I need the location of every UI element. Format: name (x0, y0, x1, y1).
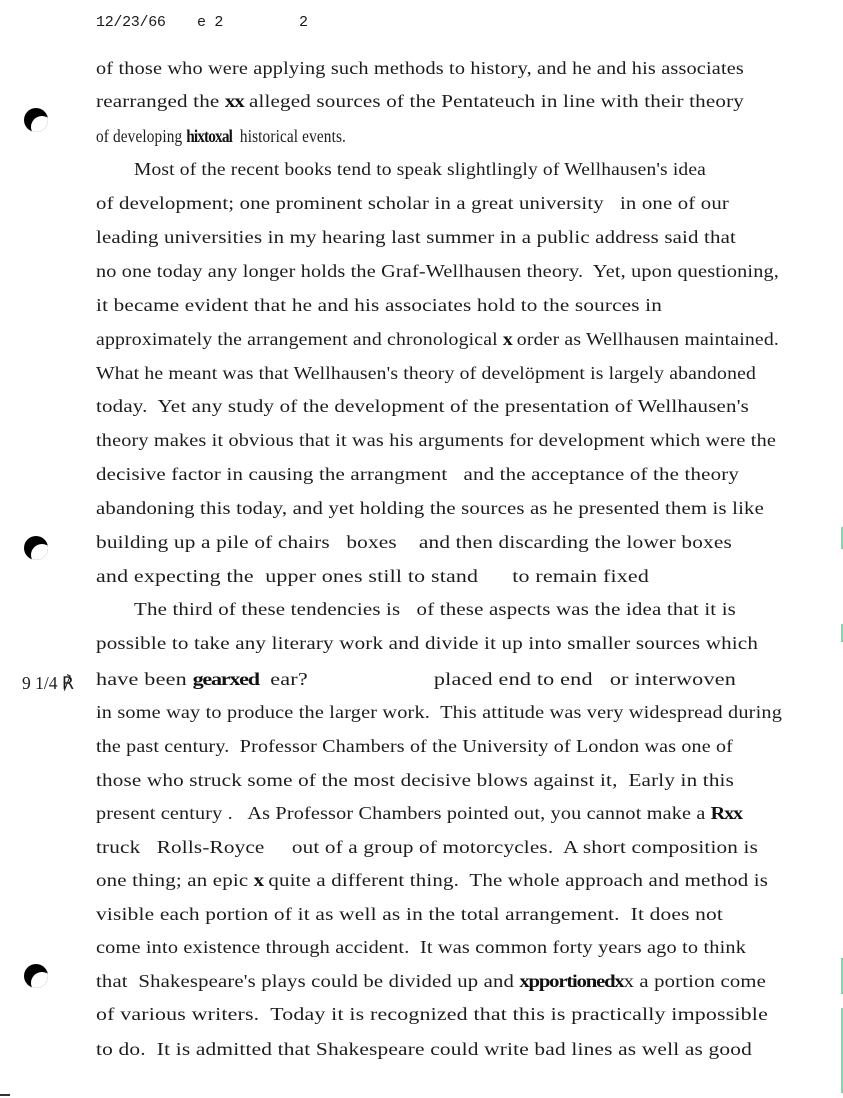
line-text: present century . As Professor Chambers pointed out, you cannot make a (96, 803, 711, 823)
line-text: The third of these tendencies is of these aspects was the idea that it is (134, 599, 737, 619)
text-line (96, 566, 649, 586)
text-line (96, 1039, 752, 1059)
text-line (96, 633, 758, 653)
line-text: in some way to produce the larger work. This attitude was very widespread during (96, 702, 783, 722)
text-line (96, 904, 723, 924)
text-line (96, 396, 749, 416)
struck-out-text: xx (224, 91, 244, 111)
punch-hole-icon (24, 108, 48, 132)
struck-out-text: gearxed (192, 669, 259, 689)
line-text: visible each portion of it as well as in the total arrangement. It does not (96, 904, 724, 924)
line-text: approximately the arrangement and chronological (96, 329, 503, 349)
text-line (96, 91, 744, 111)
struck-out-text: hixtoxal (186, 126, 233, 146)
text-line (96, 295, 662, 315)
line-text: one thing; an epic (96, 870, 254, 890)
text-line (96, 227, 736, 247)
punch-hole-icon (24, 964, 48, 988)
text-line (96, 498, 764, 518)
line-text: historical events. (232, 126, 347, 146)
line-text: order as Wellhausen maintained. (511, 329, 780, 349)
line-text: and expecting the upper ones still to stand to remain fixed (96, 566, 650, 586)
margin-note: 9 1/4 ℟ (22, 673, 74, 693)
line-text: Most of the recent books tend to speak slightlingly of Wellhausen's idea (134, 159, 706, 179)
text-line (96, 532, 732, 552)
line-text: x a portion come (623, 971, 767, 991)
text-line (134, 599, 736, 619)
text-line (96, 430, 776, 450)
header-date: 12/23/66 (96, 14, 166, 31)
line-text: the past century. Professor Chambers of the University of London was one of (96, 736, 734, 756)
line-text: possible to take any literary work and divide it up into smaller sources which (96, 633, 759, 653)
line-text: decisive factor in causing the arrangment and the acceptance of the theory (96, 464, 739, 484)
text-line (96, 803, 742, 823)
line-text: truck Rolls-Royce out of a group of motorcycles. A short composition is (96, 837, 758, 857)
struck-out-text: x (502, 329, 512, 349)
text-line (96, 261, 779, 281)
text-line (96, 1004, 768, 1024)
line-text: no one today any longer holds the Graf-Wellhausen theory. Yet, upon questioning, (96, 261, 780, 281)
line-text: today. Yet any study of the development of the presentation of Wellhausen's (96, 396, 749, 416)
text-line (96, 971, 766, 991)
line-text: rearranged the (96, 91, 225, 111)
line-text: of various writers. Today it is recognized that this is practically impossible (96, 1004, 768, 1024)
text-line (96, 736, 733, 756)
text-line (134, 159, 706, 179)
line-text: it became evident that he and his associates hold to the sources in (96, 295, 662, 315)
text-line (96, 126, 346, 146)
struck-out-text: xpportionedx (519, 971, 624, 991)
line-text: alleged sources of the Pentateuch in line with their theory (243, 91, 744, 111)
line-text: abandoning this today, and yet holding the sources as he presented them is like (96, 498, 765, 518)
text-line (96, 329, 779, 349)
line-text: ear? placed end to end or interwoven (258, 669, 737, 689)
text-line (96, 464, 739, 484)
page-header (96, 14, 308, 99)
line-text: to do. It is admitted that Shakespeare could write bad lines as well as good (96, 1039, 753, 1059)
text-line (96, 837, 758, 857)
punch-hole-icon (24, 536, 48, 560)
line-text: of developing (96, 126, 187, 146)
line-text: come into existence through accident. It was common forty years ago to think (96, 937, 747, 957)
line-text: have been (96, 669, 193, 689)
line-text: of those who were applying such methods to history, and he and his associates (96, 58, 744, 78)
scan-bottom-mark (0, 1094, 10, 1096)
line-text: theory makes it obvious that it was his arguments for development which were the (96, 430, 777, 450)
struck-out-text: x (253, 870, 263, 890)
line-text: quite a different thing. The whole approach and method is (262, 870, 769, 890)
text-line (96, 58, 744, 78)
header-code: e 2 (197, 14, 224, 31)
line-text: What he meant was that Wellhausen's theory of develöpment is largely abandoned (96, 363, 757, 383)
text-line (96, 702, 782, 722)
text-line (96, 870, 768, 890)
line-text: those who struck some of the most decisive blows against it, Early in this (96, 770, 735, 790)
line-text: of development; one prominent scholar in a great university in one of our (96, 193, 730, 213)
line-text: leading universities in my hearing last summer in a public address said that (96, 227, 736, 247)
text-line (96, 669, 736, 689)
text-line (96, 363, 756, 383)
text-line (96, 937, 746, 957)
text-line (96, 770, 734, 790)
text-line (96, 193, 729, 213)
header-page-number: 2 (299, 14, 308, 31)
line-text: building up a pile of chairs boxes and then discarding the lower boxes (96, 532, 732, 552)
line-text: that Shakespeare's plays could be divided up and (96, 971, 520, 991)
struck-out-text: Rxx (710, 803, 742, 823)
